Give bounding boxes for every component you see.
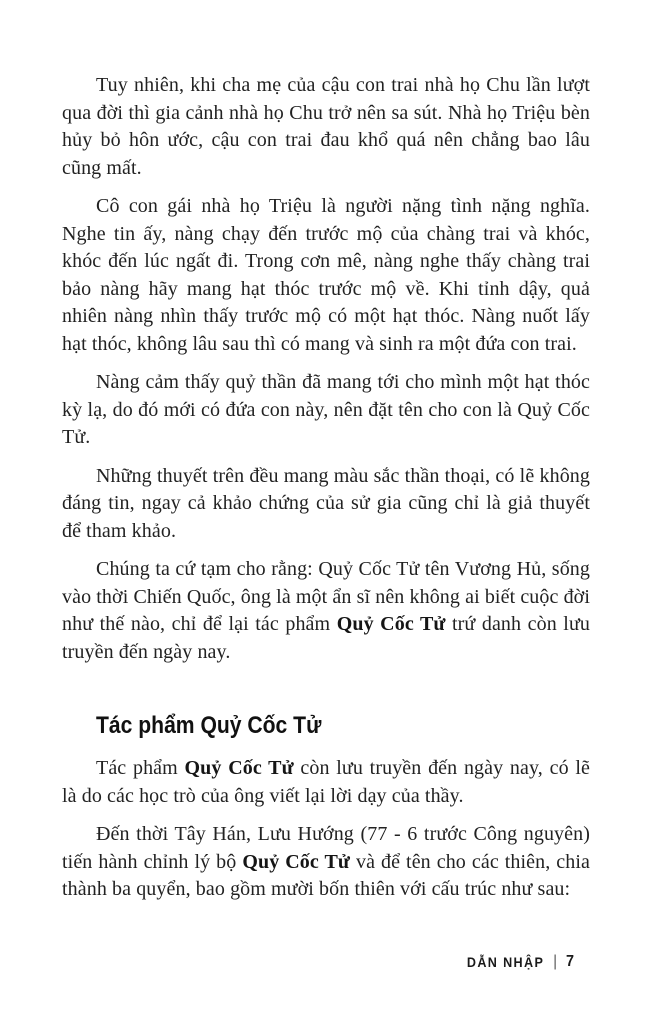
paragraph <box>62 463 590 546</box>
section-heading <box>96 713 321 739</box>
bold-text-run: Quỷ Cốc Tử <box>242 850 351 873</box>
heading-row <box>62 677 590 755</box>
text-run: Cô con gái nhà họ Triệu là người nặng tình nặng nghĩa. Nghe tin ấy, nàng chạy đến trước mộ của chàng trai và khóc, khóc đến lúc ngất đi. Trong cơn mê, nàng nghe thấy chàng trai bảo nàng hãy mang hạt thóc trước mộ về. Khi tỉnh dậy, quả nhiên nàng nhìn thấy trước mộ có một hạt thóc. Nàng nuốt lấy hạt thóc, không lâu sau thì có mang và sinh ra một đứa con trai. <box>62 195 590 355</box>
bold-text-run: Quỷ Cốc Tử <box>184 757 294 779</box>
footer-section-label: DẪN NHẬP <box>466 954 545 970</box>
text-run: trứ danh còn lưu truyền đến ngày nay. <box>62 613 590 663</box>
page-content <box>62 72 590 915</box>
paragraph <box>62 556 590 666</box>
text-run: Tác phẩm <box>96 757 185 779</box>
bold-text-run: Tác phẩm Quỷ Cốc Tử <box>96 712 322 739</box>
text-run: Tuy nhiên, khi cha mẹ của cậu con trai nhà họ Chu lần lượt qua đời thì gia cảnh nhà họ Chu trở nên sa sút. Nhà họ Triệu bèn hủy bỏ hôn ước, cậu con trai đau khổ quá nên chẳng bao lâu cũng mất. <box>62 74 590 179</box>
page-footer <box>467 953 574 971</box>
bold-text-run: Quỷ Cốc Tử <box>336 613 446 635</box>
paragraph <box>62 369 590 452</box>
page-number: 7 <box>565 953 574 970</box>
footer-separator: | <box>553 953 557 970</box>
text-run: Chúng ta cứ tạm cho rằng: Quỷ Cốc Tử tên Vương Hủ, sống vào thời Chiến Quốc, ông là một ẩn sĩ nên không ai biết cuộc đời như thế nào, chỉ để lại tác phẩm <box>62 558 591 635</box>
text-run: còn lưu truyền đến ngày nay, có lẽ là do các học trò của ông viết lại lời dạy của thầy. <box>62 757 591 807</box>
paragraph <box>62 821 590 904</box>
text-run: Nàng cảm thấy quỷ thần đã mang tới cho mình một hạt thóc kỳ lạ, do đó mới có đứa con này, nên đặt tên cho con là Quỷ Cốc Tử. <box>62 371 590 448</box>
text-run: Đến thời Tây Hán, Lưu Hướng (77 - 6 trước Công nguyên) tiến hành chỉnh lý bộ <box>62 823 590 873</box>
paragraph <box>62 193 590 358</box>
paragraph <box>62 755 590 810</box>
paragraph <box>62 72 590 182</box>
text-run: Những thuyết trên đều mang màu sắc thần thoại, có lẽ không đáng tin, ngay cả khảo chứng của sử gia cũng chỉ là giả thuyết để tham khảo. <box>62 464 590 542</box>
text-run: và để tên cho các thiên, chia thành ba quyển, bao gồm mười bốn thiên với cấu trúc như sau: <box>62 850 591 900</box>
